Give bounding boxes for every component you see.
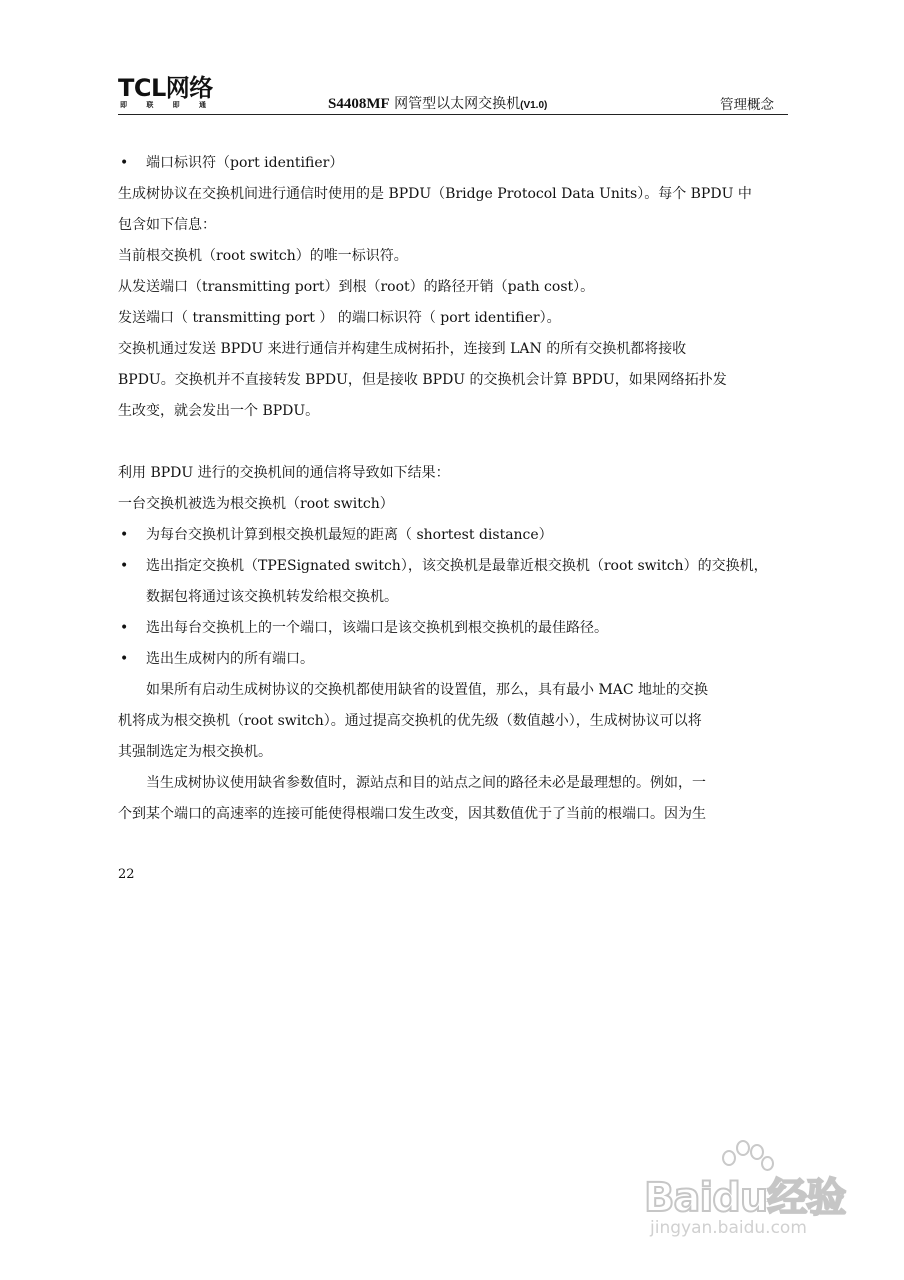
bullet-continuation: 数据包将通过该交换机转发给根交换机。 [146, 589, 398, 605]
document-title [328, 93, 547, 113]
bullet-text: 选出指定交换机（TPESignated switch），该交换机是最靠近根交换机（root switch）的交换机， [146, 558, 768, 574]
bullet-item [118, 520, 788, 551]
bullet-icon: • [120, 651, 129, 667]
baidu-watermark [644, 1140, 864, 1250]
paw-icon [714, 1140, 774, 1180]
bullet-item [118, 148, 788, 179]
paragraph-line: BPDU。交换机并不直接转发 BPDU，但是接收 BPDU 的交换机会计算 BPDU，如果网络拓扑发 [118, 372, 727, 388]
header-divider [118, 114, 788, 115]
paragraph-line: 从发送端口（transmitting port）到根（root）的路径开销（path cost）。 [118, 279, 595, 295]
product-description: 网管型以太网交换机 [389, 96, 521, 112]
logo-main-text: TCL网络 [118, 74, 213, 102]
bullet-text: 为每台交换机计算到根交换机最短的距离（ shortest distance） [146, 527, 553, 543]
logo-slogan-char: 即 [120, 101, 127, 109]
paragraph-line: 其强制选定为根交换机。 [118, 744, 272, 760]
paragraph-line: 生改变，就会发出一个 BPDU。 [118, 403, 320, 419]
bullet-text: 端口标识符（port identifier） [146, 155, 344, 171]
page-header [118, 74, 788, 118]
paragraph-line: 如果所有启动生成树协议的交换机都使用缺省的设置值，那么，具有最小 MAC 地址的交换 [146, 682, 709, 698]
paragraph-line: 利用 BPDU 进行的交换机间的通信将导致如下结果： [118, 465, 450, 481]
logo-slogan-char: 联 [146, 101, 154, 109]
bullet-text: 选出每台交换机上的一个端口，该端口是该交换机到根交换机的最佳路径。 [146, 620, 608, 636]
chapter-name: 管理概念 [720, 97, 774, 113]
logo-slogan-char: 即 [172, 101, 180, 109]
watermark-url: jingyan.baidu.com [650, 1218, 807, 1238]
paragraph-line: 包含如下信息： [118, 217, 216, 233]
bullet-icon: • [120, 620, 129, 636]
bullet-item [118, 613, 788, 644]
bullet-icon: • [120, 155, 129, 171]
product-version: (V1.0) [520, 100, 548, 111]
bullet-icon: • [120, 527, 129, 543]
paragraph-line: 发送端口（ transmitting port ） 的端口标识符（ port identifier）。 [118, 310, 561, 326]
paragraph-line: 交换机通过发送 BPDU 来进行通信并构建生成树拓扑，连接到 LAN 的所有交换机都将接收 [118, 341, 687, 357]
paragraph-line: 个到某个端口的高速率的连接可能使得根端口发生改变，因其数值优于了当前的根端口。因为生 [118, 806, 706, 822]
body-text [118, 148, 788, 830]
paragraph-line: 一台交换机被选为根交换机（root switch） [118, 496, 394, 512]
product-model: S4408MF [328, 96, 390, 112]
paragraph-line: 当前根交换机（root switch）的唯一标识符。 [118, 248, 408, 264]
paragraph-line: 当生成树协议使用缺省参数值时，源站点和目的站点之间的路径未必是最理想的。例如，一 [146, 775, 706, 791]
bullet-item [118, 644, 788, 675]
bullet-text: 选出生成树内的所有端口。 [146, 651, 314, 667]
paragraph-gap [118, 427, 788, 458]
logo-slogan-char: 通 [198, 101, 206, 109]
bullet-item [118, 551, 788, 582]
logo-slogan [120, 101, 206, 109]
tcl-logo [118, 76, 228, 112]
page-number: 22 [118, 867, 135, 882]
paragraph-line: 机将成为根交换机（root switch）。通过提高交换机的优先级（数值越小），生成树协议可以将 [118, 713, 702, 729]
paragraph-line: 生成树协议在交换机间进行通信时使用的是 BPDU（Bridge Protocol Data Units）。每个 BPDU 中 [118, 186, 752, 202]
bullet-icon: • [120, 558, 129, 574]
watermark-brand: Baidu经验 [644, 1175, 846, 1221]
